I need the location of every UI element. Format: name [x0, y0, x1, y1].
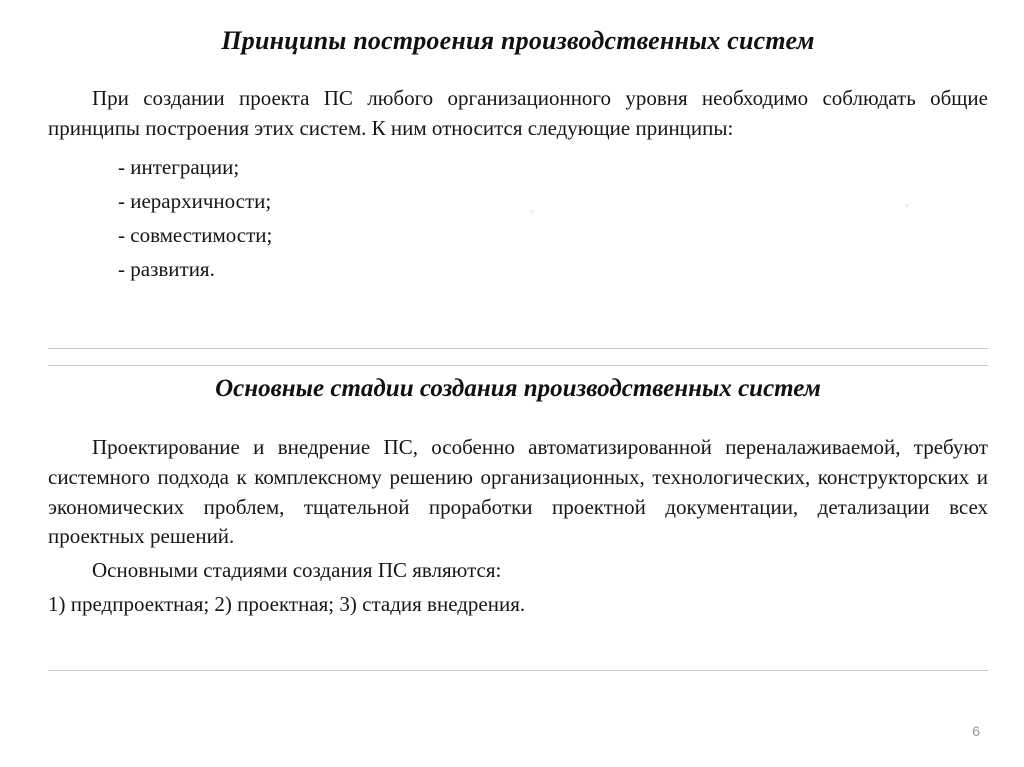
scan-speck: ◦ — [905, 200, 909, 212]
section-principles-title: Принципы построения производственных систем — [221, 26, 815, 55]
section-stages-paragraph-main: Проектирование и внедрение ПС, особенно автоматизированной переналаживаемой, требуют системного подхода к комплексному решению организационных, технологических, конструкторских и экономических проблем, тщательной проработки проектной документации, детализации всех проектных решений. — [48, 435, 988, 549]
principles-list — [48, 150, 988, 286]
section-stages — [48, 375, 988, 620]
section-stages-title: Основные стадии создания производственных систем — [215, 375, 821, 402]
list-item: - развития. — [118, 256, 215, 281]
list-item: - интеграции; — [118, 154, 240, 179]
section-principles — [48, 26, 988, 286]
scan-speck: ◦ — [530, 206, 534, 218]
page-number: 6 — [972, 723, 980, 739]
section-divider-top — [48, 348, 988, 349]
section-stages-paragraph-lead: Основными стадиями создания ПС являются: — [92, 558, 502, 583]
section-divider-second — [48, 365, 988, 366]
list-item: - иерархичности; — [118, 188, 272, 213]
section-stages-paragraph-enumeration: 1) предпроектная; 2) проектная; 3) стадия внедрения. — [48, 592, 526, 617]
list-item: - совместимости; — [118, 222, 273, 247]
section-principles-paragraph: При создании проекта ПС любого организационного уровня необходимо соблюдать общие принципы построения этих систем. К ним относится следующие принципы: — [48, 86, 988, 140]
section-divider-bottom — [48, 670, 988, 671]
